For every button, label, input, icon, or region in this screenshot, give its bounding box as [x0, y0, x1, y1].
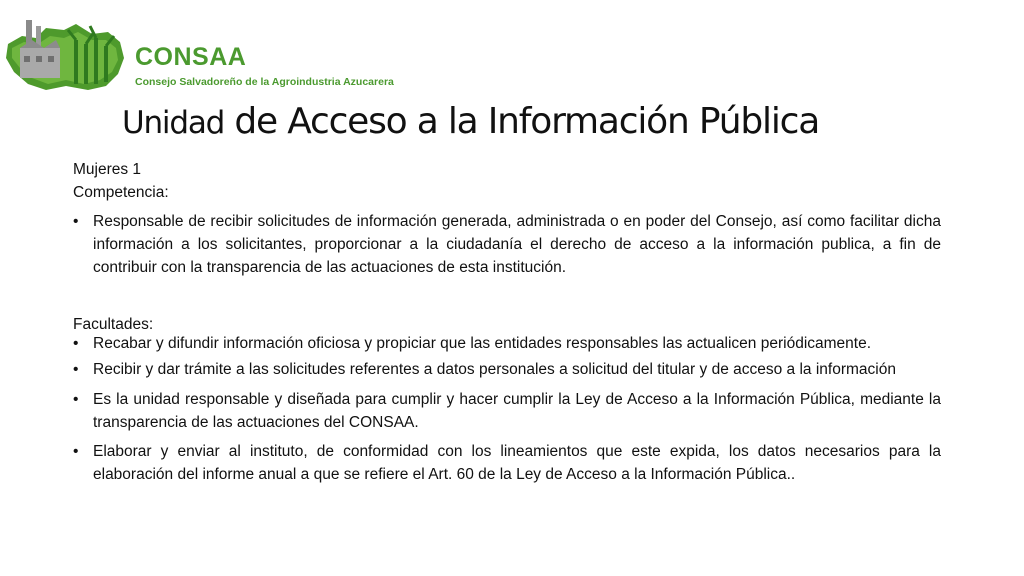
facultades-label: Facultades:	[73, 316, 154, 333]
list-item	[73, 388, 941, 434]
title-part1: Unidad	[122, 105, 225, 141]
facultades-list	[73, 336, 941, 486]
competencia-label: Competencia:	[73, 184, 169, 201]
bullet: •	[73, 391, 79, 408]
page-title	[122, 101, 819, 142]
list-item	[73, 210, 941, 279]
bullet: •	[73, 335, 79, 352]
title-part2: de Acceso a la Información Pública	[224, 101, 820, 142]
bullet: •	[73, 361, 79, 378]
competencia-list	[73, 210, 941, 279]
mujeres-line: Mujeres 1	[73, 161, 142, 178]
slide-content	[73, 158, 941, 492]
logo-subtitle: Consejo Salvadoreño de la Agroindustria Azucarera	[135, 76, 394, 88]
sugarcane-factory-map-icon	[2, 14, 130, 94]
list-item-text: Recabar y difundir información oficiosa y propiciar que las entidades responsables las actualicen periódicamente.	[93, 335, 872, 352]
logo-name: CONSAA	[135, 43, 247, 71]
list-item	[73, 440, 941, 486]
bullet: •	[73, 213, 79, 230]
bullet: •	[73, 443, 79, 460]
list-item-text: Es la unidad responsable y diseñada para cumplir y hacer cumplir la Ley de Acceso a la Información Pública, mediante la transparencia de las actuaciones del CONSAA.	[93, 391, 941, 431]
list-item	[73, 362, 941, 378]
consaa-logo	[2, 14, 432, 94]
list-item-text: Recibir y dar trámite a las solicitudes referentes a datos personales a solicitud del titular y de acceso a la información	[93, 361, 896, 378]
list-item-text: Responsable de recibir solicitudes de información generada, administrada o en poder del Consejo, así como facilitar dicha información a los solicitantes, proporcionar a la ciudadanía el derecho de acceso a la información publica, a fin de contribuir con la transparencia de las actuaciones de esta institución.	[93, 213, 941, 276]
list-item-text: Elaborar y enviar al instituto, de conformidad con los lineamientos que este expida, los datos necesarios para la elaboración del informe anual a que se refiere el Art. 60 de la Ley de Acceso a la Información Pública..	[93, 443, 941, 483]
list-item	[73, 336, 941, 352]
